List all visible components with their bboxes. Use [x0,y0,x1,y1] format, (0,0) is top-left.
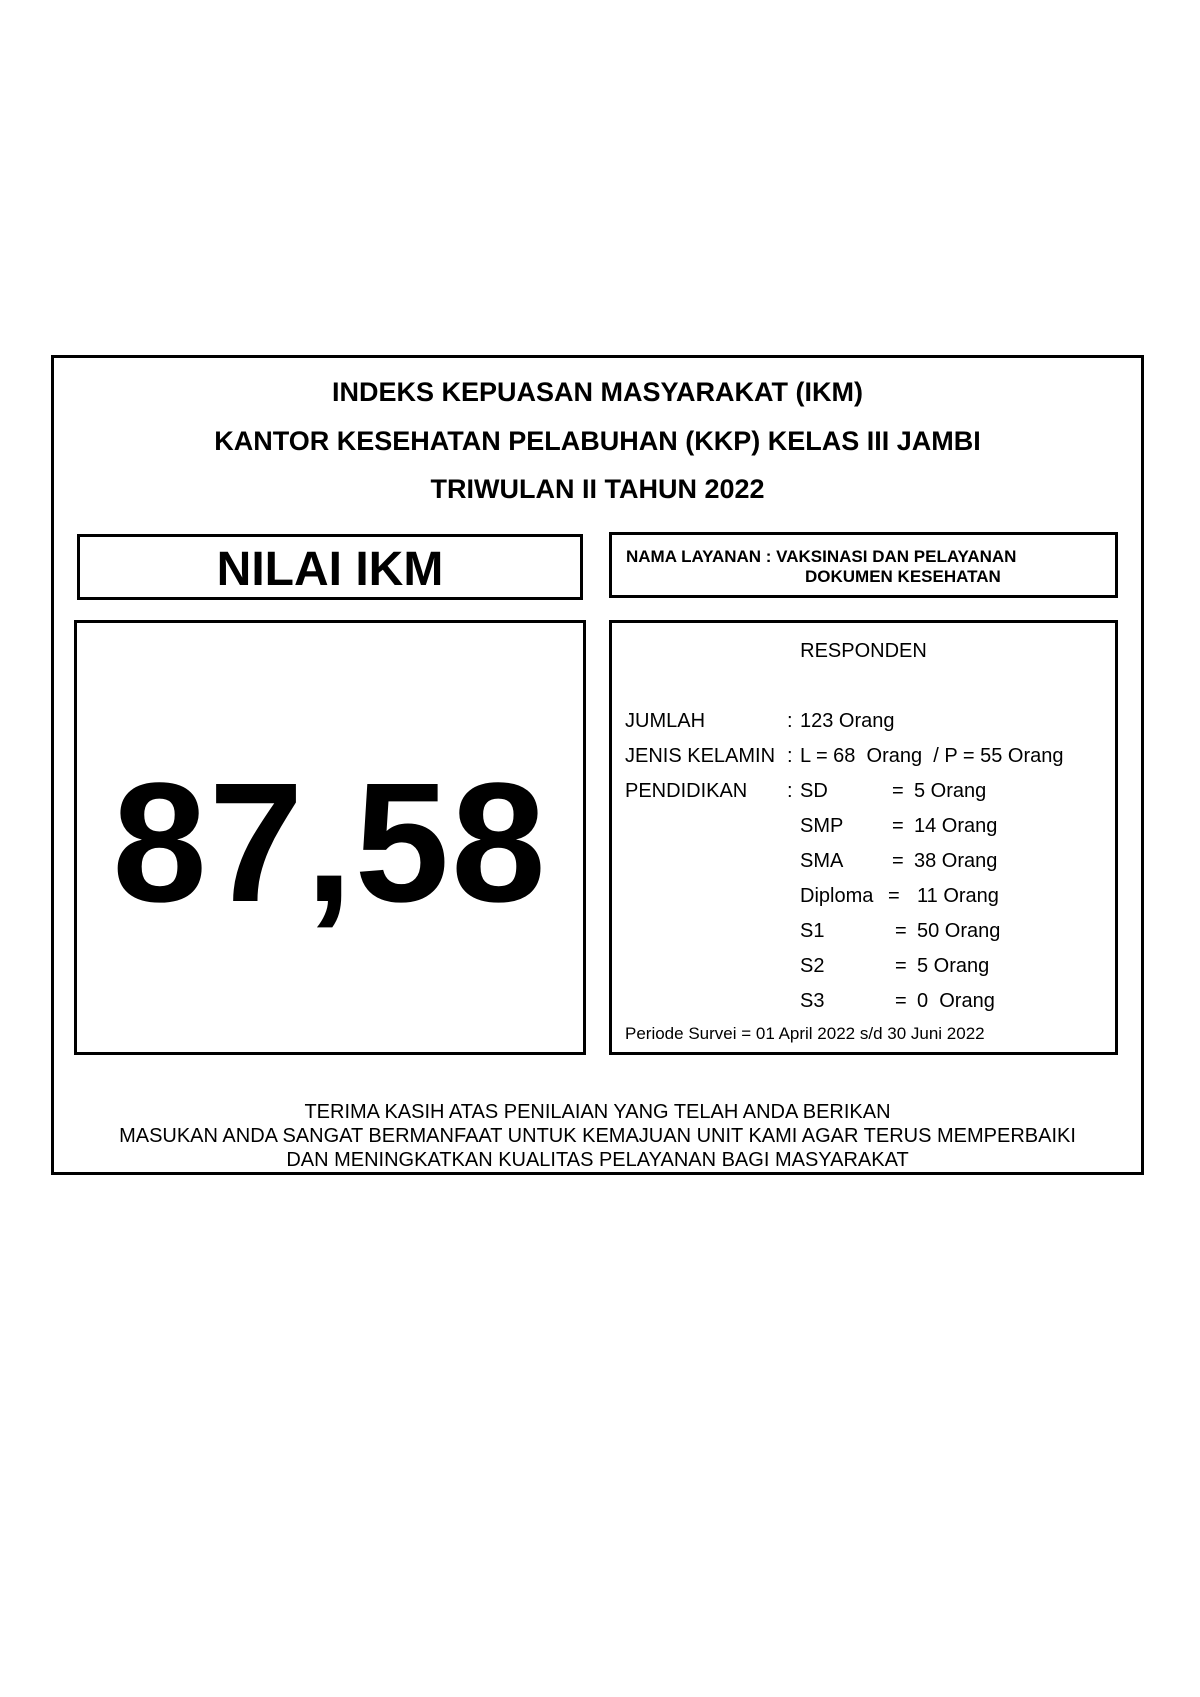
nama-layanan-line-2: DOKUMEN KESEHATAN [805,567,1001,586]
jenis-kelamin-label: JENIS KELAMIN [625,745,776,767]
pendidikan-equals: = [892,850,904,872]
pendidikan-equals: = [895,955,907,977]
pendidikan-value: 5 Orang [917,955,990,977]
responden-heading: RESPONDEN [800,640,927,662]
pendidikan-equals: = [895,990,907,1012]
footer-line-2: MASUKAN ANDA SANGAT BERMANFAAT UNTUK KEMAJUAN UNIT KAMI AGAR TERUS MEMPERBAIKI [119,1125,1076,1147]
pendidikan-level: S1 [800,920,825,942]
pendidikan-label: PENDIDIKAN [625,780,748,802]
nama-layanan-text [626,547,1016,587]
pendidikan-colon: : [787,780,793,802]
pendidikan-value: 0 Orang [917,990,995,1012]
pendidikan-value: 14 Orang [914,815,998,837]
jenis-kelamin-value: L = 68 Orang / P = 55 Orang [800,745,1064,767]
jumlah-colon: : [787,710,793,732]
pendidikan-level: S2 [800,955,825,977]
periode-survei: Periode Survei = 01 April 2022 s/d 30 Juni 2022 [625,1024,985,1043]
footer-line-1: TERIMA KASIH ATAS PENILAIAN YANG TELAH ANDA BERIKAN [304,1101,891,1123]
pendidikan-equals: = [895,920,907,942]
responden-box [609,620,1118,1055]
pendidikan-level: SMA [800,850,844,872]
pendidikan-equals: = [892,780,904,802]
jenis-kelamin-colon: : [787,745,793,767]
nilai-label: NILAI IKM [216,543,444,596]
title-line-2: KANTOR KESEHATAN PELABUHAN (KKP) KELAS III JAMBI [214,426,981,456]
title-line-3: TRIWULAN II TAHUN 2022 [430,474,765,504]
footer-line-3: DAN MENINGKATKAN KUALITAS PELAYANAN BAGI MASYARAKAT [286,1149,909,1171]
pendidikan-level: Diploma [800,885,874,907]
pendidikan-level: SMP [800,815,844,837]
pendidikan-value: 5 Orang [914,780,987,802]
nama-layanan-line-1: NAMA LAYANAN : VAKSINASI DAN PELAYANAN [626,547,1017,566]
nilai-label-box [77,534,583,600]
pendidikan-equals: = [892,815,904,837]
pendidikan-value: 50 Orang [917,920,1001,942]
ikm-card [51,355,1144,1175]
nilai-ikm-value: 87,58 [112,748,548,938]
pendidikan-value: 11 Orang [917,885,999,907]
title-line-1: INDEKS KEPUASAN MASYARAKAT (IKM) [331,377,864,407]
jumlah-value: 123 Orang [800,710,895,732]
jumlah-label: JUMLAH [625,710,706,732]
pendidikan-equals: = [888,885,900,907]
pendidikan-level: SD [800,780,828,802]
pendidikan-value: 38 Orang [914,850,998,872]
nama-layanan-box [609,532,1118,598]
nilai-value-box [74,620,586,1055]
pendidikan-level: S3 [800,990,825,1012]
